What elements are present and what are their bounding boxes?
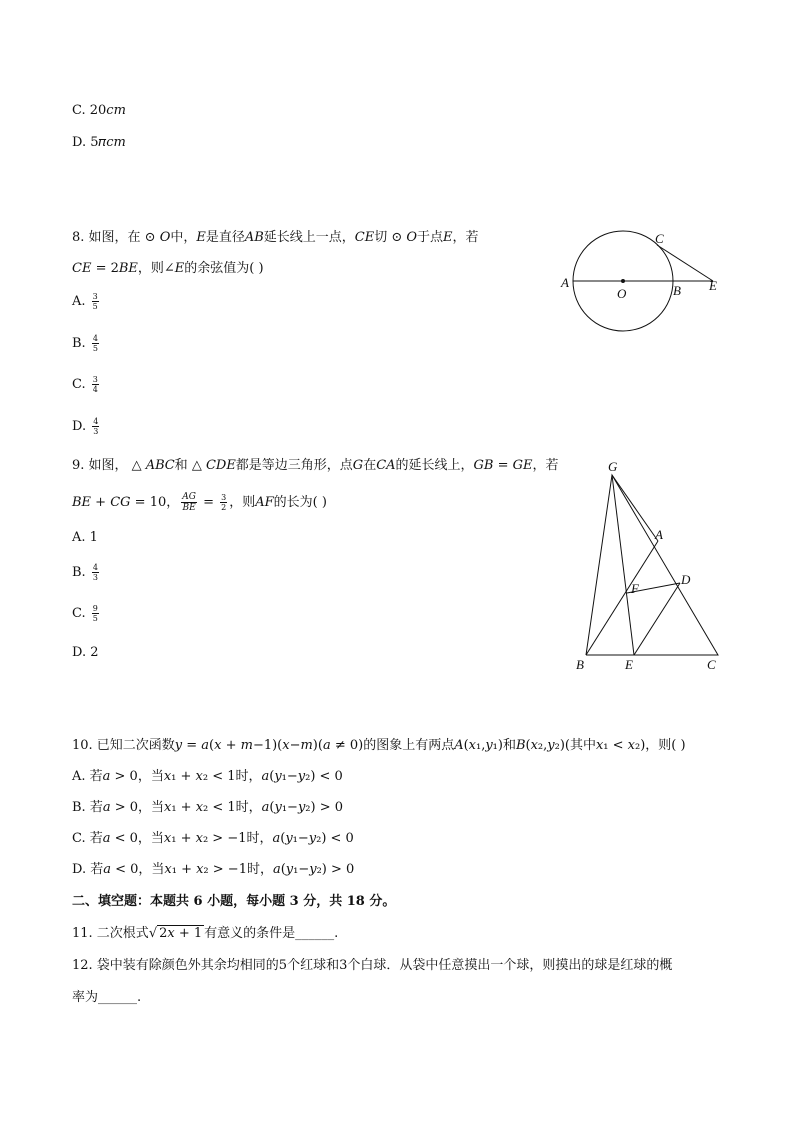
q12-line2: 率为______.: [72, 990, 142, 1005]
option-prefix: B.: [72, 565, 86, 580]
q9-figure: [570, 455, 730, 675]
segment-ed: [634, 583, 680, 655]
label-d: D: [681, 572, 691, 587]
section-heading: 二、填空题：本题共 6 小题，每小题 3 分，共 18 分。: [72, 894, 396, 909]
frac-den: 3: [92, 573, 98, 582]
q8-option-c: [72, 375, 101, 394]
label-a: A: [561, 275, 569, 290]
q9-option-a: A. 1: [72, 530, 98, 545]
q9-stem-pre: 𝐵𝐸 + 𝐶𝐺 = 10，: [72, 495, 180, 510]
q9-option-b: [72, 563, 101, 582]
frac-num: 4: [92, 563, 98, 572]
q11-stem: [72, 925, 338, 943]
frac-den: 5: [92, 302, 98, 311]
frac-num: 9: [92, 604, 98, 613]
q7-option-d: D. 5𝜋𝑐𝑚: [72, 135, 126, 150]
option-prefix: C.: [72, 606, 86, 621]
q10-stem: 10. 已知二次函数𝑦 = 𝑎(𝑥 + 𝑚−1)(𝑥−𝑚)(𝑎 ≠ 0)的图象上有两点𝐴(𝑥₁,𝑦₁)和𝐵(𝑥₂,𝑦₂)(其中𝑥₁ < 𝑥₂)，则( ): [72, 738, 686, 753]
label-c: C: [707, 657, 716, 672]
q8-stem-line2: 𝐶𝐸 = 2𝐵𝐸，则∠𝐸的余弦值为( ): [72, 261, 264, 276]
label-c: C: [655, 231, 664, 246]
tangent-ce: [657, 245, 713, 281]
q9-stem-line2: [72, 492, 327, 513]
frac-den: 𝐵𝐸: [182, 503, 196, 513]
label-b: B: [673, 283, 681, 298]
frac-num: 𝐴𝐺: [182, 492, 196, 502]
q11-post: 有意义的条件是______.: [204, 926, 339, 941]
center-dot: [621, 279, 625, 283]
frac-den: 5: [92, 614, 98, 623]
frac-den: 3: [93, 427, 99, 436]
frac-num: 4: [93, 417, 99, 426]
label-e: E: [625, 657, 633, 672]
frac-den: 5: [92, 344, 98, 353]
label-o: O: [617, 286, 627, 301]
q12-line1: 12. 袋中装有除颜色外其余均相同的5个红球和3个白球．从袋中任意摸出一个球，则摸出的球是红球的概: [72, 958, 673, 973]
frac-num: 3: [92, 375, 98, 384]
q8-option-b: [72, 334, 101, 353]
label-a: A: [655, 527, 663, 542]
q9-stem-line1: 9. 如图， △ 𝐴𝐵𝐶和 △ 𝐶𝐷𝐸都是等边三角形，点𝐺在𝐶𝐴的延长线上，𝐺𝐵 = 𝐺𝐸，若: [72, 458, 559, 473]
q8-option-a: [72, 292, 101, 311]
frac-den: 4: [92, 385, 98, 394]
q9-option-c: [72, 604, 101, 623]
q11-radicand: 2𝑥 + 1: [159, 926, 203, 941]
option-prefix: A.: [72, 294, 86, 309]
frac-num: 3: [92, 292, 98, 301]
triangle-abc-and-ext: [586, 475, 718, 655]
label-g: G: [608, 459, 618, 474]
frac-den: 2: [221, 503, 227, 512]
sqrt-icon: √: [148, 926, 158, 941]
label-f: F: [631, 581, 639, 596]
q8-option-d: [72, 417, 101, 436]
q9-stem-eq: =: [198, 495, 219, 510]
q8-stem-line1: 8. 如图，在 ⊙ 𝑂中，𝐸是直径𝐴𝐵延长线上一点，𝐶𝐸切 ⊙ 𝑂于点𝐸，若: [72, 230, 479, 245]
label-b: B: [576, 657, 584, 672]
q11-pre: 11. 二次根式: [72, 926, 149, 941]
q7-option-c: C. 20𝑐𝑚: [72, 103, 126, 118]
option-prefix: C.: [72, 377, 86, 392]
frac-num: 4: [92, 334, 98, 343]
q10-option-c: C. 若𝑎 < 0，当𝑥₁ + 𝑥₂ > −1时，𝑎(𝑦₁−𝑦₂) < 0: [72, 831, 354, 846]
q8-figure: [555, 225, 730, 340]
q10-option-d: D. 若𝑎 < 0，当𝑥₁ + 𝑥₂ > −1时，𝑎(𝑦₁−𝑦₂) > 0: [72, 862, 355, 877]
option-prefix: D.: [72, 419, 87, 434]
q10-option-b: B. 若𝑎 > 0，当𝑥₁ + 𝑥₂ < 1时，𝑎(𝑦₁−𝑦₂) > 0: [72, 800, 343, 815]
q9-stem-post: ，则𝐴𝐹的长为( ): [229, 495, 327, 510]
q9-option-d: D. 2: [72, 645, 99, 660]
label-e: E: [709, 278, 717, 293]
frac-num: 3: [221, 493, 227, 502]
q10-option-a: A. 若𝑎 > 0，当𝑥₁ + 𝑥₂ < 1时，𝑎(𝑦₁−𝑦₂) < 0: [72, 769, 343, 784]
option-prefix: B.: [72, 336, 86, 351]
